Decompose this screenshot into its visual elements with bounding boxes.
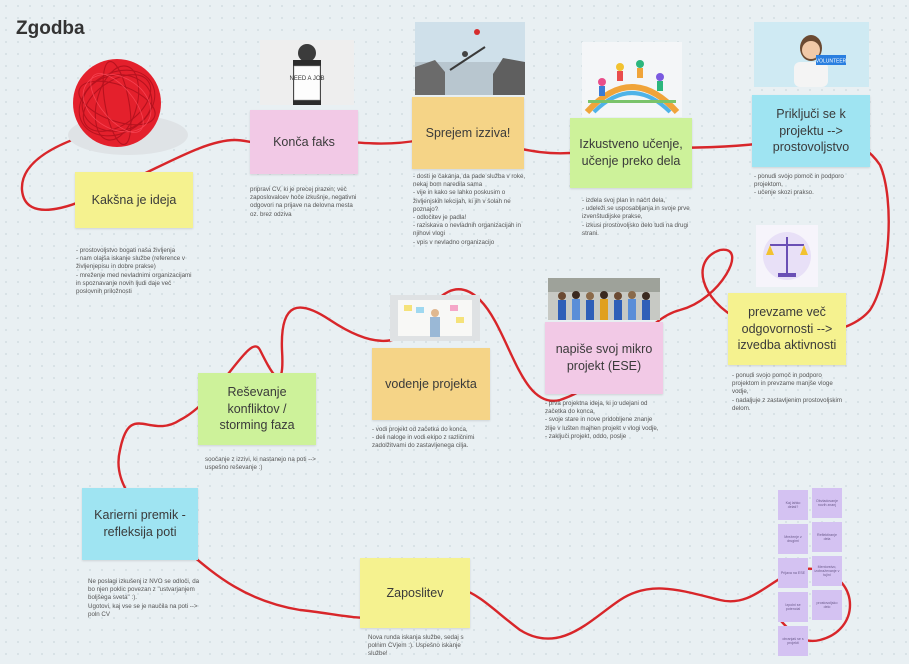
sticky-zaposlitev[interactable]: Zaposlitev [360,558,470,628]
sticky-prevzame-vec[interactable]: prevzame več odgovornosti --> izvedba aktivnosti [728,293,846,365]
sticky-prikljuci-se[interactable]: Priključi se k projektu --> prostovoljstvo [752,95,870,167]
job-sign-photo[interactable] [260,40,354,105]
note-zaposlitev: Nova runda iskanja službe, sedaj s polnim CVjem :). Uspešno iskanje službe! [368,634,464,658]
sticky-konca-faks[interactable]: Konča faks [250,110,358,174]
note-konca: pripravi CV, ki je precej prazen; več zaposlovalcev hoče izkušnje, negativni odgovori na prijave na delovna mesta oz. brez odziva [250,186,357,218]
mini-sticky[interactable]: prostovoljsko delo [812,590,842,620]
cliff-jump-image [415,22,525,95]
note-karierni: Ne poslagi izkušenj iz NVO se odloči, da bo njen poklic povezan z "ustvarjanjem boljšega sveta" :). Ugotovi, kaj vse se je naučila na poti --> poln CV [88,578,200,618]
mini-sticky[interactable]: Reflektiranje dela [812,522,842,552]
sticky-sprejem-izziva[interactable]: Sprejem izziva! [412,97,524,169]
group-people-image [548,278,660,320]
mini-sticky[interactable]: Izpolni se potencial [778,592,808,622]
sticky-resevanje-konfliktov[interactable]: Reševanje konfliktov / storming faza [198,373,316,445]
note-kaksna: - prostovoljstvo bogati naša življenja - nam olajša iskanje službe (reference v življenjepisu in dobre prakse) - mreženje med nevladnimi organizacijami in spoznavanje novih ljudi daje več poslovnih priložnosti [76,247,192,295]
note-sprejem: - dosti je čakanja, da pade služba v roke, nekaj bom naredila sama - vije in kako se lahko poskusim o življenjskih lekcijah, ki jih v šolah ne poznajo? - odločitev je padla! - raziskava o nevladnih organizacijah in njihovi vlogi - vpis v nevladno organizacijo [413,173,526,246]
scales-photo[interactable] [756,225,818,287]
note-vodenje: - vodi projekt od začetka do konca, - deli naloge in vodi ekipo z različnimi zadolžitvami do zastavljenega cilja. [372,426,475,450]
sticky-izkustveno-ucenje[interactable]: Izkustveno učenje, učenje preko dela [570,118,692,188]
scales-of-justice-icon [756,225,818,287]
person-with-sign-image [260,40,354,105]
note-izkustveno: - izdela svoj plan in načrt dela, - udeleži se usposabljanja in svoje prve izvenštudijske prakse, - izkusi prostovoljsko delo tudi na drugi strani. [582,197,690,237]
sticky-napise-mikro-projekt[interactable]: napiše svoj mikro projekt (ESE) [545,322,663,394]
note-napise: - prva projektna ideja, ki jo udejani od začetka do konca, - svoje stare in nove pridobljene znanje zlije v lušten majhen projekt v vlogi vodje, - zaključi projekt, oddo, poslje [545,400,659,440]
sign-text: NEED A JOB [289,76,325,82]
mini-sticky[interactable]: Obvladovanje novih znanj [812,488,842,518]
board-title: Zgodba [16,18,85,39]
volunteer-woman-image [754,22,869,87]
mini-sticky[interactable]: Prijava na ESE [778,558,808,588]
note-prikljuci: - ponudi svojo pomoč in podporo projektom, - učenje skozi prakso. [754,173,844,197]
sticky-karierni-premik[interactable]: Karierni premik - refleksija poti [82,488,198,560]
note-resevanje: soočanje z izzivi, ki nastanejo na poti --> uspešno reševanje :) [205,456,316,472]
challenge-photo[interactable] [415,22,525,95]
mini-sticky[interactable]: Mreženje z drugimi [778,524,808,554]
mini-sticky[interactable]: Mentorstvo, izobraževanje v tujini [812,556,842,586]
sticky-kaksna-je-ideja[interactable]: Kakšna je ideja [75,172,193,228]
presentation-photo[interactable] [390,295,480,341]
volunteer-photo[interactable] [754,22,869,87]
sticky-vodenje-projekta[interactable]: vodenje projekta [372,348,490,420]
bridge-people-image [582,42,682,117]
banner-text: VOLUNTEER [815,58,847,65]
note-prevzame: - ponudi svojo pomoč in podporo projektom in prevzame manjše vloge vodje, - nadaljuje z zastavljenim prostovoljskim delom. [732,372,843,412]
whiteboard-presenter-image [390,295,480,341]
team-photo[interactable] [548,278,660,320]
mini-sticky[interactable]: Kaj lahko delaš? [778,490,808,520]
mini-sticky[interactable]: ohranjaš se s projekti [778,626,808,656]
learning-photo[interactable] [582,42,682,117]
